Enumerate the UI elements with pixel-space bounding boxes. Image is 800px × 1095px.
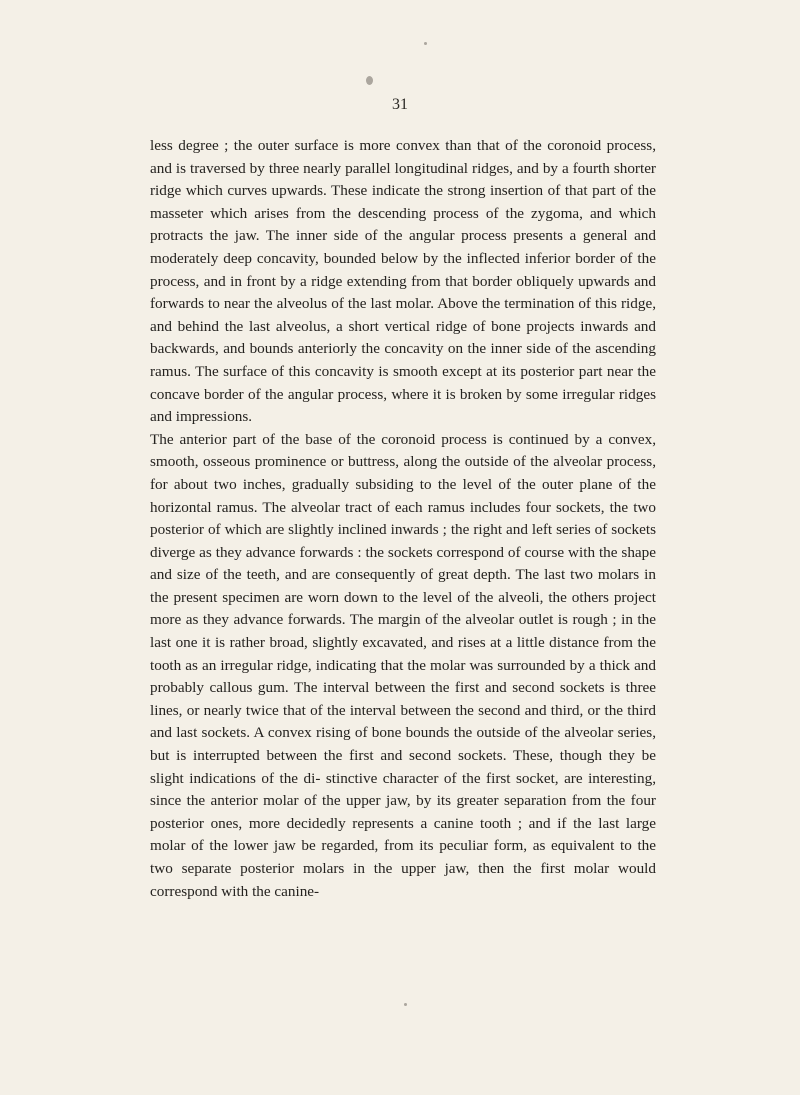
paragraph-2: The anterior part of the base of the coronoid process is continued by a convex, smooth, osseous prominence or buttress, along the outside of the alveolar process, for about two inches, gradually subsiding to the level of the outer plane of the horizontal ramus. The alveolar tract of each ramus includes four sockets, the two posterior of which are slightly inclined inwards ; the right and left series of sockets diverge as they advance forwards : the sockets correspond of course with the shape and size of the teeth, and are consequently of great depth. The last two molars in the present specimen are worn down to the level of the alveoli, the others project more as they advance forwards. The margin of the alveolar outlet is rough ; in the last one it is rather broad, slightly excavated, and rises at a little distance from the tooth as an irregular ridge, indicating that the molar was surrounded by a thick and probably callous gum. The interval between the first and second sockets is three lines, or nearly twice that of the interval between the second and third, or the third and last sockets. A convex rising of bone bounds the outside of the alveolar series, but is interrupted between the first and second sockets. These, though they be slight indications of the di- stinctive character of the first socket, are interesting, since the anterior molar of the upper jaw, by its greater separation from the four posterior ones, more decidedly represents a canine tooth ; and if the last large molar of the lower jaw be regarded, from its peculiar form, as equivalent to the two separate posterior molars in the upper jaw, then the first molar would correspond with the canine-	[150, 430, 656, 900]
page-number: 31	[392, 96, 408, 113]
ink-speck	[404, 1003, 407, 1006]
paragraph-1: less degree ; the outer surface is more convex than that of the coronoid process, and is traversed by three nearly parallel longitudinal ridges, and by a fourth shorter ridge which curves upwards. These indicate the strong insertion of that part of the masseter which arises from the descending process of the zygoma, and which protracts the jaw. The inner side of the angular process presents a general and moderately deep concavity, bounded below by the inflected inferior border of the process, and in front by a ridge extending from that border obliquely upwards and forwards to near the alveolus of the last molar. Above the termination of this ridge, and behind the last alveolus, a short vertical ridge of bone projects inwards and backwards, and bounds anteriorly the concavity on the inner side of the ascending ramus. The surface of this concavity is smooth except at its posterior part near the concave border of the angular process, where it is broken by some irregular ridges and impressions.	[150, 137, 656, 426]
body-text	[150, 135, 656, 903]
ink-speck	[424, 42, 427, 45]
ink-speck	[366, 76, 373, 85]
